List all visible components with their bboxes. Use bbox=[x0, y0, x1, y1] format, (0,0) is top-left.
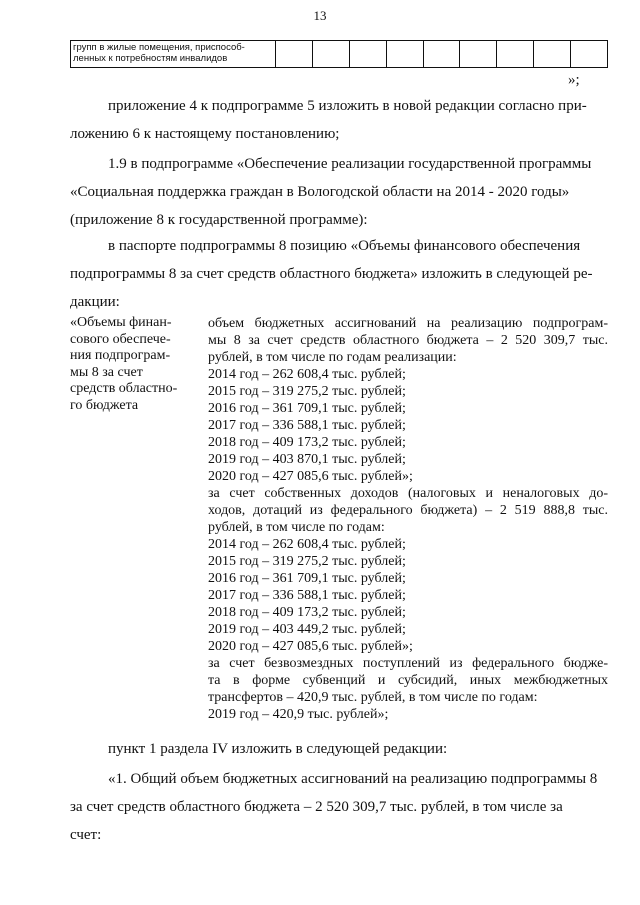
table-cell bbox=[497, 41, 534, 68]
table-cell bbox=[571, 41, 608, 68]
label-line: ния подпрограм- bbox=[70, 348, 171, 364]
cell-line-1: групп в жилые помещения, приспособ- bbox=[73, 42, 245, 53]
table-cell bbox=[423, 41, 460, 68]
paragraph-section-iv bbox=[70, 735, 608, 763]
paragraph-line: 1.9 в подпрограмме «Обеспечение реализации государственной программы bbox=[108, 156, 592, 172]
paragraph-line: пункт 1 раздела IV изложить в следующей редакции: bbox=[108, 741, 448, 757]
label-line: го бюджета bbox=[70, 397, 139, 413]
paragraph-subprogram-8 bbox=[70, 150, 608, 234]
year-own-line: 2015 год – 319 275,2 тыс. рублей; bbox=[208, 554, 406, 569]
year-total-line: 2018 год – 409 173,2 тыс. рублей; bbox=[208, 435, 406, 450]
table-cell bbox=[276, 41, 313, 68]
year-own-line: 2018 год – 409 173,2 тыс. рублей; bbox=[208, 605, 406, 620]
paragraph-passport bbox=[70, 232, 608, 316]
paragraph-appendix-4 bbox=[70, 92, 608, 148]
paragraph-total-volume bbox=[70, 765, 608, 849]
value-line: мы 8 за счет средств областного бюджета – 2 520 309,7 тыс. bbox=[208, 333, 608, 348]
year-own-line: 2020 год – 427 085,6 тыс. рублей»; bbox=[208, 639, 413, 654]
year-total-line: 2019 год – 403 870,1 тыс. рублей; bbox=[208, 452, 406, 467]
paragraph-line: в паспорте подпрограммы 8 позицию «Объемы финансового обеспечения bbox=[108, 238, 581, 254]
year-total-line: 2015 год – 319 275,2 тыс. рублей; bbox=[208, 384, 406, 399]
year-total-line: 2020 год – 427 085,6 тыс. рублей»; bbox=[208, 469, 413, 484]
table-cell bbox=[460, 41, 497, 68]
label-line: сового обеспече- bbox=[70, 331, 171, 347]
year-own-line: 2016 год – 361 709,1 тыс. рублей; bbox=[208, 571, 406, 586]
paragraph-line: дакции: bbox=[70, 294, 120, 310]
value-line: трансфертов – 420,9 тыс. рублей, в том числе по годам: bbox=[208, 690, 538, 705]
year-own-line: 2014 год – 262 608,4 тыс. рублей; bbox=[208, 537, 406, 552]
value-line: рублей, в том числе по годам: bbox=[208, 520, 385, 535]
page-number: 13 bbox=[313, 8, 327, 23]
continuation-table bbox=[70, 40, 608, 68]
table-cell bbox=[534, 41, 571, 68]
year-total-line: 2014 год – 262 608,4 тыс. рублей; bbox=[208, 367, 406, 382]
year-own-line: 2019 год – 403 449,2 тыс. рублей; bbox=[208, 622, 406, 637]
passport-label bbox=[70, 315, 196, 415]
year-total-line: 2016 год – 361 709,1 тыс. рублей; bbox=[208, 401, 406, 416]
label-line: мы 8 за счет bbox=[70, 364, 143, 380]
year-fed-line: 2019 год – 420,9 тыс. рублей»; bbox=[208, 707, 389, 722]
year-total-line: 2017 год – 336 588,1 тыс. рублей; bbox=[208, 418, 406, 433]
paragraph-line: приложение 4 к подпрограмме 5 изложить в новой редакции согласно при- bbox=[108, 98, 587, 114]
paragraph-line: ложению 6 к настоящему постановлению; bbox=[70, 126, 340, 142]
paragraph-line: за счет средств областного бюджета – 2 520 309,7 тыс. рублей, в том числе за bbox=[70, 799, 563, 815]
value-line: ходов, дотаций из федерального бюджета) – 2 519 888,8 тыс. bbox=[208, 503, 608, 518]
value-line: рублей, в том числе по годам реализации: bbox=[208, 350, 457, 365]
table-cell bbox=[312, 41, 349, 68]
label-line: средств областно- bbox=[70, 381, 178, 397]
paragraph-line: «1. Общий объем бюджетных ассигнований на реализацию подпрограммы 8 bbox=[108, 771, 598, 787]
paragraph-line: подпрограммы 8 за счет средств областного бюджета» изложить в следующей ре- bbox=[70, 266, 593, 282]
paragraph-line: счет: bbox=[70, 827, 102, 843]
value-line: объем бюджетных ассигнований на реализацию подпрограм- bbox=[208, 316, 608, 331]
value-line: за счет собственных доходов (налоговых и неналоговых до- bbox=[208, 486, 608, 501]
paragraph-line: (приложение 8 к государственной программе): bbox=[70, 212, 368, 228]
closing-quote: »; bbox=[568, 72, 580, 88]
label-line: «Объемы финан- bbox=[70, 315, 172, 330]
year-own-line: 2017 год – 336 588,1 тыс. рублей; bbox=[208, 588, 406, 603]
value-line: та в форме субвенций и субсидий, иных межбюджетных bbox=[208, 673, 608, 688]
cell-line-2: ленных к потребностям инвалидов bbox=[73, 53, 228, 64]
table-row bbox=[71, 41, 608, 68]
paragraph-line: «Социальная поддержка граждан в Вологодской области на 2014 - 2020 годы» bbox=[70, 184, 570, 200]
passport-value bbox=[208, 315, 608, 723]
value-line: за счет безвозмездных поступлений из федерального бюдже- bbox=[208, 656, 608, 671]
table-cell bbox=[349, 41, 386, 68]
table-cell-description bbox=[71, 41, 276, 68]
table-cell bbox=[386, 41, 423, 68]
